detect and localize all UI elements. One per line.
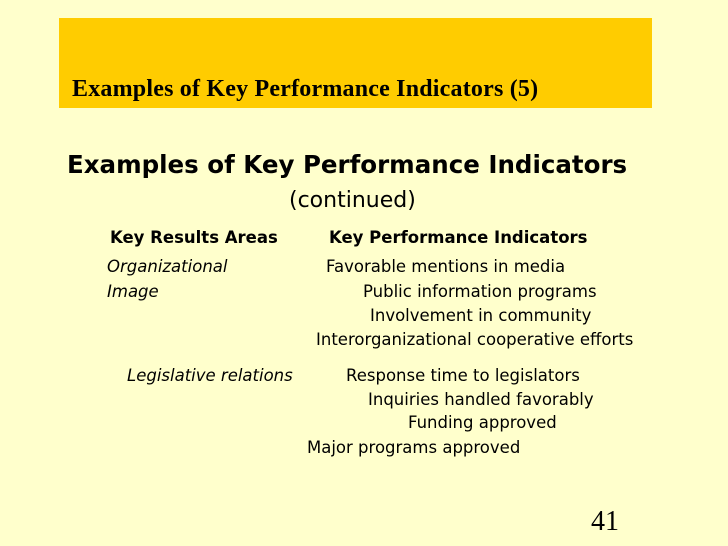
content-heading: Examples of Key Performance Indicators (67, 150, 628, 179)
area-label: Image (107, 282, 159, 301)
indicator-item: Funding approved (408, 413, 557, 432)
indicator-item: Favorable mentions in media (326, 257, 566, 276)
indicator-item: Response time to legislators (346, 366, 580, 385)
indicator-item: Public information programs (363, 282, 597, 301)
content-subheading: (continued) (289, 188, 416, 213)
area-label: Organizational (107, 257, 228, 276)
indicator-item: Interorganizational cooperative efforts (316, 330, 634, 349)
slide-title: Examples of Key Performance Indicators (5) (72, 76, 539, 102)
page-number: 41 (591, 506, 619, 537)
column-header-key-performance-indicators: Key Performance Indicators (329, 228, 588, 247)
area-label: Legislative relations (127, 366, 293, 385)
indicator-item: Inquiries handled favorably (368, 390, 594, 409)
indicator-item: Involvement in community (370, 306, 592, 325)
indicator-item: Major programs approved (307, 438, 521, 457)
column-header-key-results-areas: Key Results Areas (110, 228, 278, 247)
